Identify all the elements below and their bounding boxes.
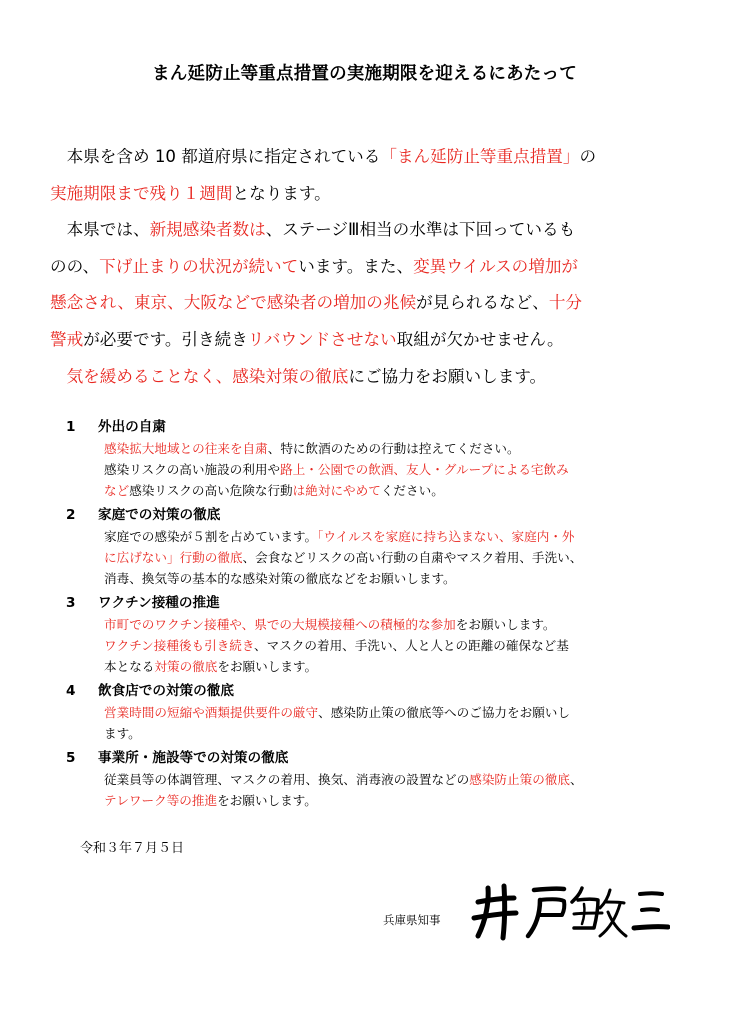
measure-line [104,459,706,480]
emphasis-text: 下げ止まりの状況が続いて [99,256,299,276]
emphasis-text: に広げない」行動の徹底 [104,550,243,565]
body-text: 、 [569,772,583,787]
measure-line [104,547,706,568]
measure-line [104,614,706,635]
emphasis-text: 感染防止策の徹底 [469,772,570,787]
measure-section [66,593,706,677]
emphasis-text: など [104,483,130,498]
measure-title: 飲食店での対策の徹底 [98,683,234,699]
measure-line [104,790,706,811]
measure-line [104,635,706,656]
body-text: 、特に飲酒のための行動は控えてください。 [267,441,520,456]
body-text: 感染リスクの高い危険な行動 [129,483,293,498]
body-text: ます。 [104,726,141,741]
body-text: 本となる [104,659,155,674]
measure-line [104,480,706,501]
body-text [50,367,67,386]
emphasis-text: 感染拡大地域との往来を自粛 [104,441,268,456]
measures-list [66,417,706,815]
body-text: の [579,147,597,166]
measure-heading [66,505,706,526]
measure-line [104,438,706,459]
body-text: 家庭での感染が５割を占めています。 [104,529,318,544]
body-text: ください。 [380,483,444,498]
measure-line [104,656,706,677]
emphasis-text: 路上・公園での飲酒、友人・グループによる宅飲み [280,462,569,477]
measure-title: 外出の自粛 [98,419,166,435]
body-text: となります。 [232,183,331,203]
measure-number: 1 [66,419,76,435]
body-text: 、感染防止策の徹底等へのご協力をお願いし [318,705,570,720]
measure-section [66,681,706,744]
measure-body [66,614,706,677]
signer-title: 兵庫県知事 [383,913,441,927]
measure-line [104,769,706,790]
measure-section [66,748,706,811]
measure-line [104,723,706,744]
body-text: をお願いします。 [217,793,317,808]
emphasis-text: 営業時間の短縮や酒類提供要件の厳守 [104,705,319,720]
emphasis-text: ワクチン接種後も引き続き [104,638,254,653]
intro-line [50,139,700,176]
body-text: います。また、 [298,256,414,276]
intro-paragraphs [50,139,700,395]
emphasis-text: 気を緩めることなく、感染対策の徹底 [66,366,349,386]
measure-heading [66,417,706,438]
emphasis-text: 市町でのワクチン接種や、県での大規模接種への積極的な参加 [104,617,456,632]
emphasis-text: テレワーク等の推進 [104,793,218,808]
measure-number: 5 [66,750,76,766]
emphasis-text: 変異ウイルスの増加が [413,256,579,276]
intro-line [50,285,700,322]
body-text: が見られるなど、 [416,293,549,313]
measure-title: 事業所・施設等での対策の徹底 [98,750,289,766]
body-text: 、ステージⅢ相当の水準は下回っているも [265,220,576,240]
emphasis-text: は絶対にやめて [292,483,381,498]
handwritten-signature [470,880,670,942]
measure-number: 3 [66,595,76,611]
body-text: 感染リスクの高い施設の利用や [104,462,281,477]
body-text: 、マスクの着用、手洗い、人と人との距離の確保など基 [254,638,569,653]
emphasis-text: 十分 [548,293,582,313]
body-text: 取組が欠かせません。 [396,329,564,349]
measure-heading [66,748,706,769]
intro-line [50,322,700,359]
body-text: 本県では、 [50,220,150,240]
emphasis-text: 懸念され、東京、大阪などで感染者の増加の兆候 [50,293,417,313]
measure-line [104,526,706,547]
measure-section [66,505,706,589]
body-text: 本県を含め 10 都道府県に指定されている [50,147,381,166]
measure-title: ワクチン接種の推進 [98,595,220,611]
emphasis-text: リバウンドさせない [247,329,397,349]
intro-line [50,249,700,286]
body-text: 、会食などリスクの高い行動の自粛やマスク着用、手洗い、 [242,550,583,565]
body-text: にご協力をお願いします。 [348,366,547,386]
measure-line [104,702,706,723]
body-text: 消毒、換気等の基本的な感染対策の徹底などをお願いします。 [104,571,456,586]
body-text: が必要です。引き続き [83,329,248,349]
measure-line [104,568,706,589]
measure-body [66,438,706,501]
emphasis-text: 「ウイルスを家庭に持ち込まない、家庭内・外 [317,529,575,544]
measure-number: 4 [66,683,76,699]
measure-number: 2 [66,507,76,523]
emphasis-text: 対策の徹底 [154,659,218,674]
measure-body [66,526,706,589]
measure-title: 家庭での対策の徹底 [98,507,221,523]
emphasis-text: 実施期限まで残り１週間 [50,183,233,203]
document-title: まん延防止等重点措置の実施期限を迎えるにあたって [152,64,577,84]
emphasis-text: 「まん延防止等重点措置」 [380,147,580,166]
intro-line [50,212,700,249]
measure-body [66,769,706,811]
body-text: 従業員等の体調管理、マスクの着用、換気、消毒液の設置などの [104,772,470,787]
body-text: をお願いします。 [455,617,556,632]
body-text: のの、 [50,256,100,276]
measure-section [66,417,706,501]
measure-heading [66,593,706,614]
measure-heading [66,681,706,702]
intro-line [50,176,700,213]
intro-line [50,359,700,396]
issue-date: 令和３年７月５日 [80,841,185,856]
emphasis-text: 新規感染者数は [149,220,266,240]
body-text: をお願いします。 [217,659,318,674]
emphasis-text: 警戒 [50,329,84,349]
measure-body [66,702,706,744]
